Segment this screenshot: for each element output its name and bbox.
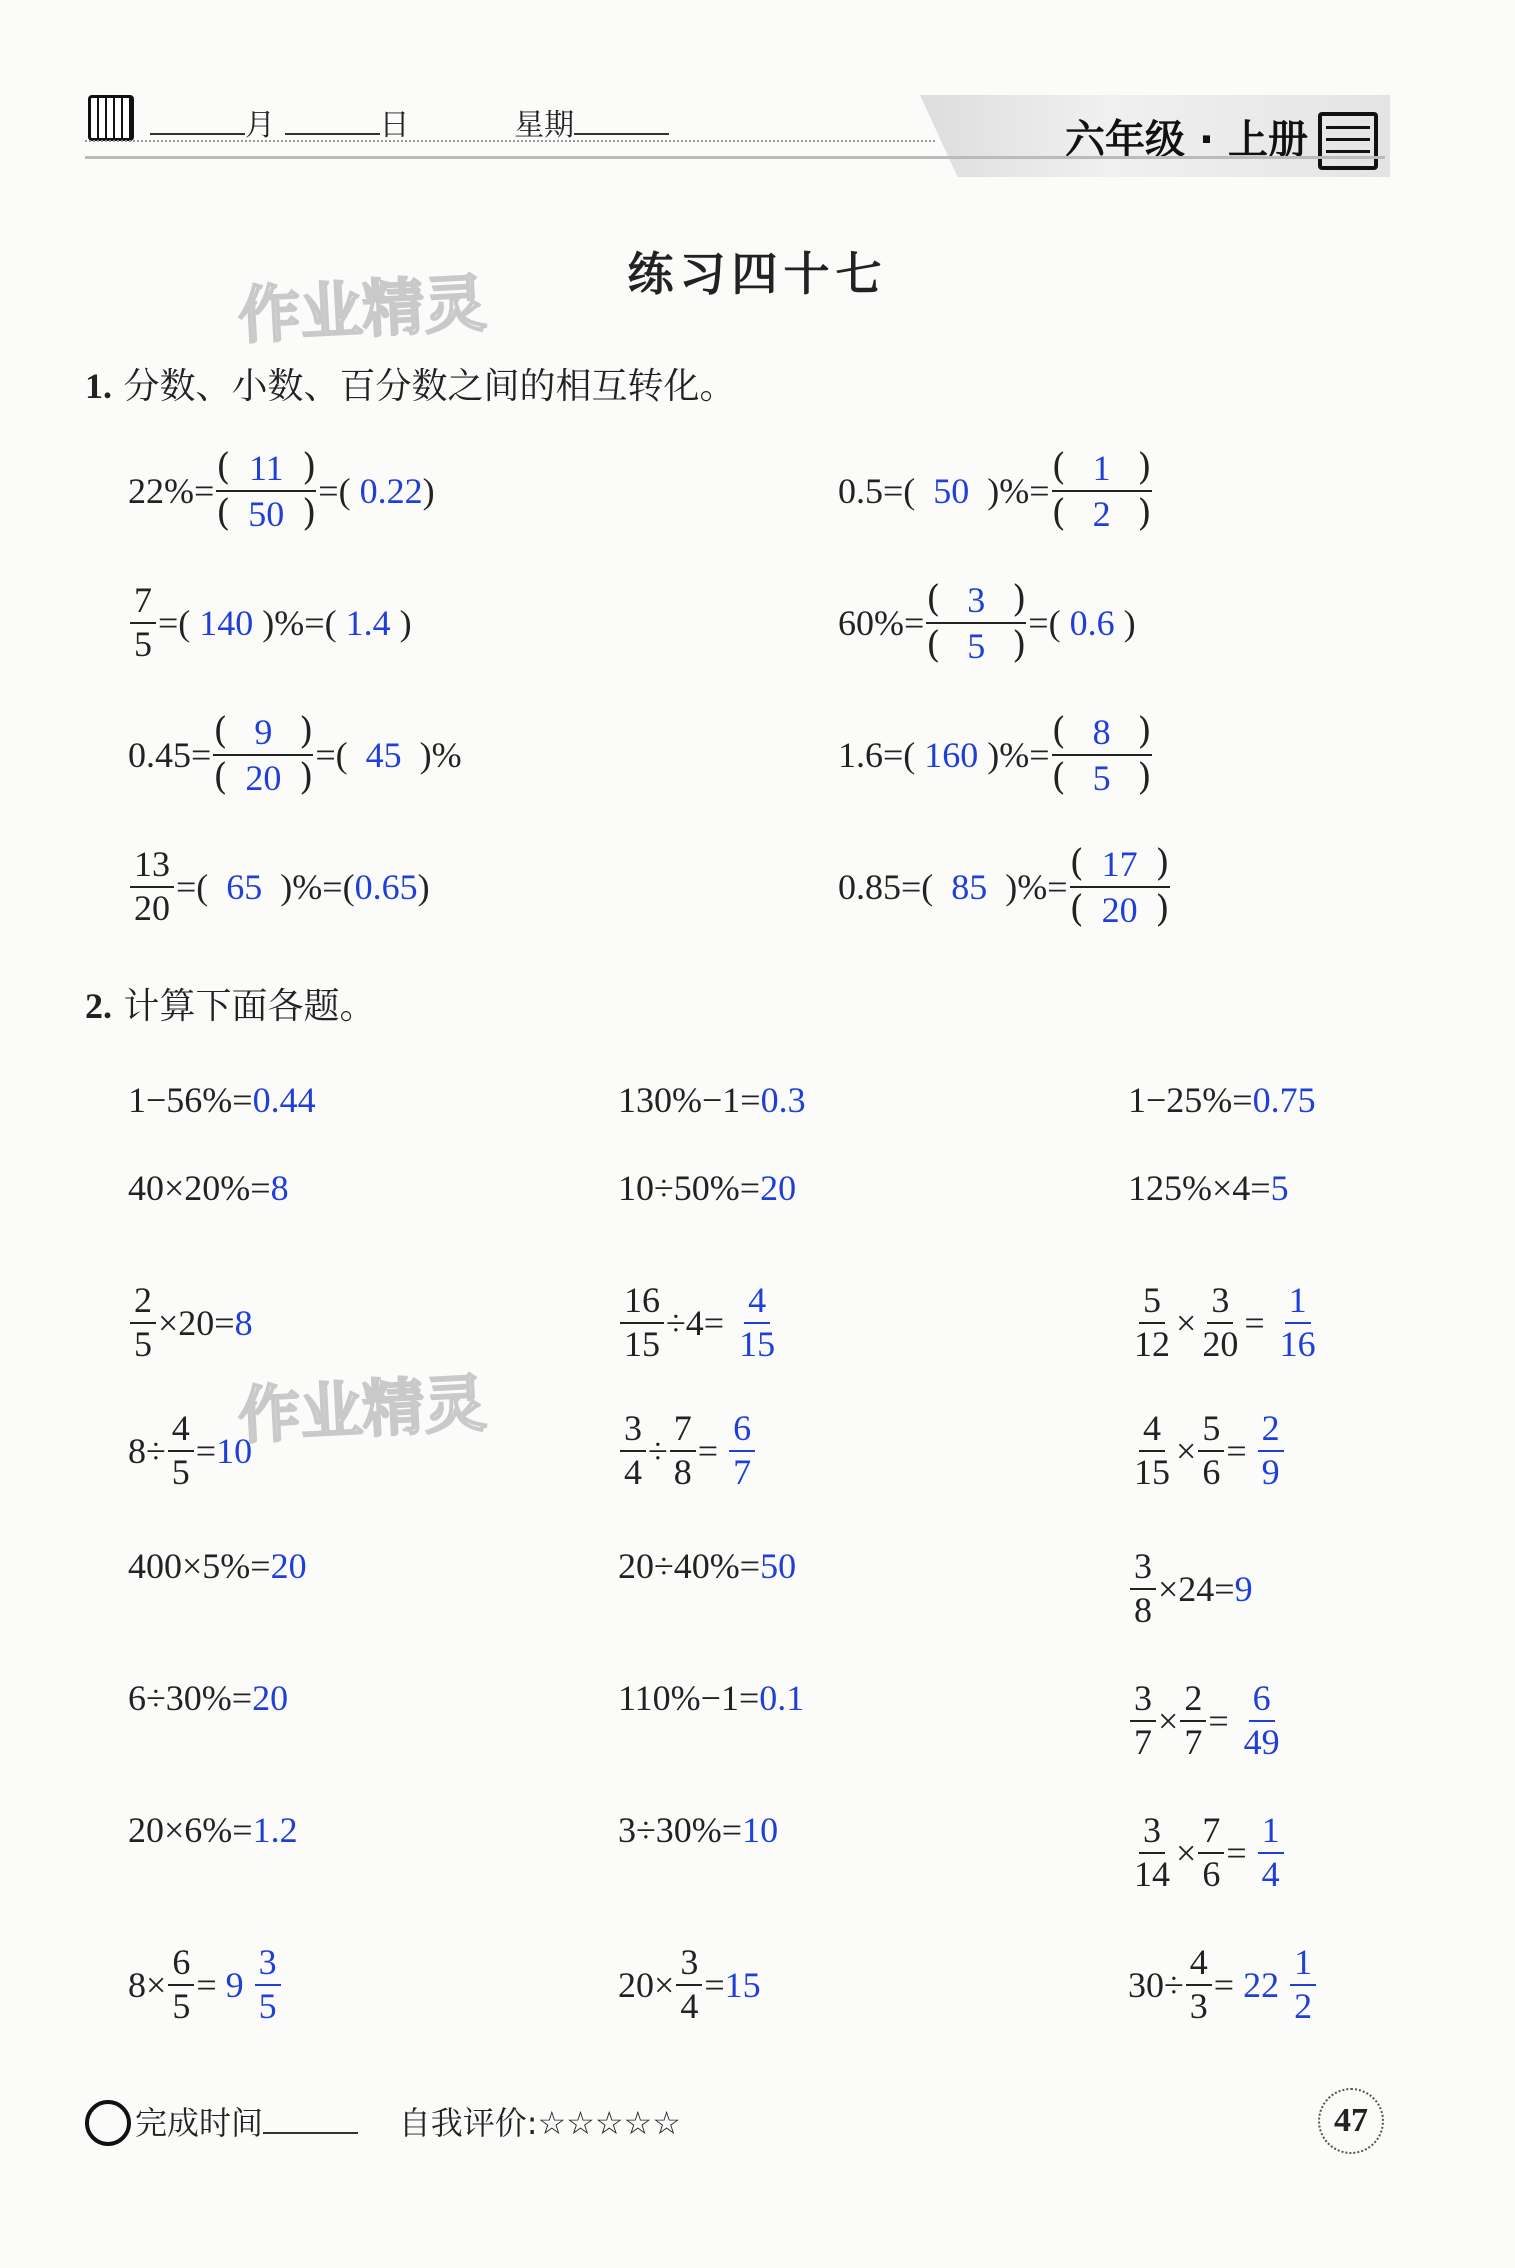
calc-item: $\frac{3}{8}$ ×24= 9 [1128, 1548, 1253, 1630]
calc-item: 6÷30%= 20 [128, 1678, 289, 1718]
calc-item: 110%−1= 0.1 [618, 1678, 805, 1718]
calc-item: 130%−1= 0.3 [618, 1080, 806, 1120]
conv-row-2-left: $\frac{7}{5}$ =( 140 )%=( 1.4 ) [128, 582, 412, 664]
month-label: 月 [245, 108, 275, 143]
watermark: 作业精灵 [236, 266, 489, 353]
question-2: 2. 计算下面各题。 [85, 986, 376, 1027]
calc-item: 20÷40%= 50 [618, 1546, 797, 1586]
date-line [150, 100, 669, 144]
question-1: 1. 分数、小数、百分数之间的相互转化。 [85, 366, 736, 407]
watermark: 作业精灵 [236, 1366, 489, 1453]
conv-row-1-right: 0.5=( 50 )%= ( 1 ) ( 2 ) [838, 447, 1152, 534]
weekday-blank[interactable] [574, 105, 669, 135]
calc-item: $\frac{2}{5}$ ×20= 8 [128, 1282, 253, 1364]
calc-item: 125%×4= 5 [1128, 1168, 1289, 1208]
calc-item: $\frac{4}{15}$ × $\frac{5}{6}$ = $\frac{2}{9}$ [1128, 1410, 1286, 1492]
clock-icon [85, 2100, 131, 2146]
page-title: 练习四十七 [627, 247, 888, 301]
calc-item: 40×20%= 8 [128, 1168, 289, 1208]
conv-row-4-left: $\frac{13}{20}$ =( 65 )%=( 0.65 ) [128, 846, 430, 928]
calc-item: 30÷ $\frac{4}{3}$ = 22 $\frac{1}{2}$ [1128, 1944, 1318, 2026]
conv-row-3-left: 0.45= ( 9 ) ( 20 ) =( 45 )% [128, 711, 462, 798]
month-blank[interactable] [150, 105, 245, 135]
day-blank[interactable] [285, 105, 380, 135]
calc-item: 1−25%= 0.75 [1128, 1080, 1316, 1120]
calc-item: $\frac{3}{14}$ × $\frac{7}{6}$ = $\frac{1}{4}$ [1128, 1812, 1286, 1894]
time-blank[interactable] [263, 2104, 358, 2134]
calc-item: $\frac{16}{15}$ ÷4= $\frac{4}{15}$ [618, 1282, 781, 1364]
conv-row-3-right: 1.6=( 160 )%= ( 8 ) ( 5 ) [838, 711, 1152, 798]
page-number: 47 [1318, 2088, 1384, 2154]
day-label: 日 [379, 108, 410, 143]
grade-label: 六年级 · 上册 [1065, 117, 1309, 163]
calc-item: 20×6%= 1.2 [128, 1810, 298, 1850]
calc-item: 8÷ $\frac{4}{5}$ = 10 [128, 1408, 253, 1492]
calc-item: 400×5%= 20 [128, 1546, 307, 1586]
calc-item: 1−56%= 0.44 [128, 1080, 316, 1120]
conv-row-1-left: 22%= ( 11 ) ( 50 ) =( 0.22 ) [128, 447, 435, 534]
time-label: 完成时间 [135, 2104, 264, 2142]
self-eval[interactable]: 自我评价:☆☆☆☆☆ [398, 2104, 681, 2142]
calc-item: $\frac{3}{4}$ ÷ $\frac{7}{8}$ = $\frac{6}{7}$ [618, 1410, 757, 1492]
calc-item: $\frac{3}{7}$ × $\frac{2}{7}$ = $\frac{6}{49}$ [1128, 1680, 1286, 1762]
footer [135, 2098, 681, 2144]
calendar-icon [88, 95, 134, 141]
abacus-icon [1318, 112, 1378, 170]
conv-row-2-right: 60%= ( 3 ) ( 5 ) =( 0.6 ) [838, 579, 1136, 666]
calc-item: 3÷30%= 10 [618, 1810, 779, 1850]
weekday-label: 星期 [514, 108, 575, 143]
calc-item: 20× $\frac{3}{4}$ = 15 [618, 1942, 761, 2026]
conv-row-4-right: 0.85=( 85 )%= ( 17 ) ( 20 ) [838, 843, 1170, 930]
calc-item: 8× $\frac{6}{5}$ = 9 $\frac{3}{5}$ [128, 1944, 283, 2026]
calc-item: $\frac{5}{12}$ × $\frac{3}{20}$ = $\frac{1}{16}$ [1134, 1280, 1316, 1364]
calc-item: 10÷50%= 20 [618, 1168, 797, 1208]
